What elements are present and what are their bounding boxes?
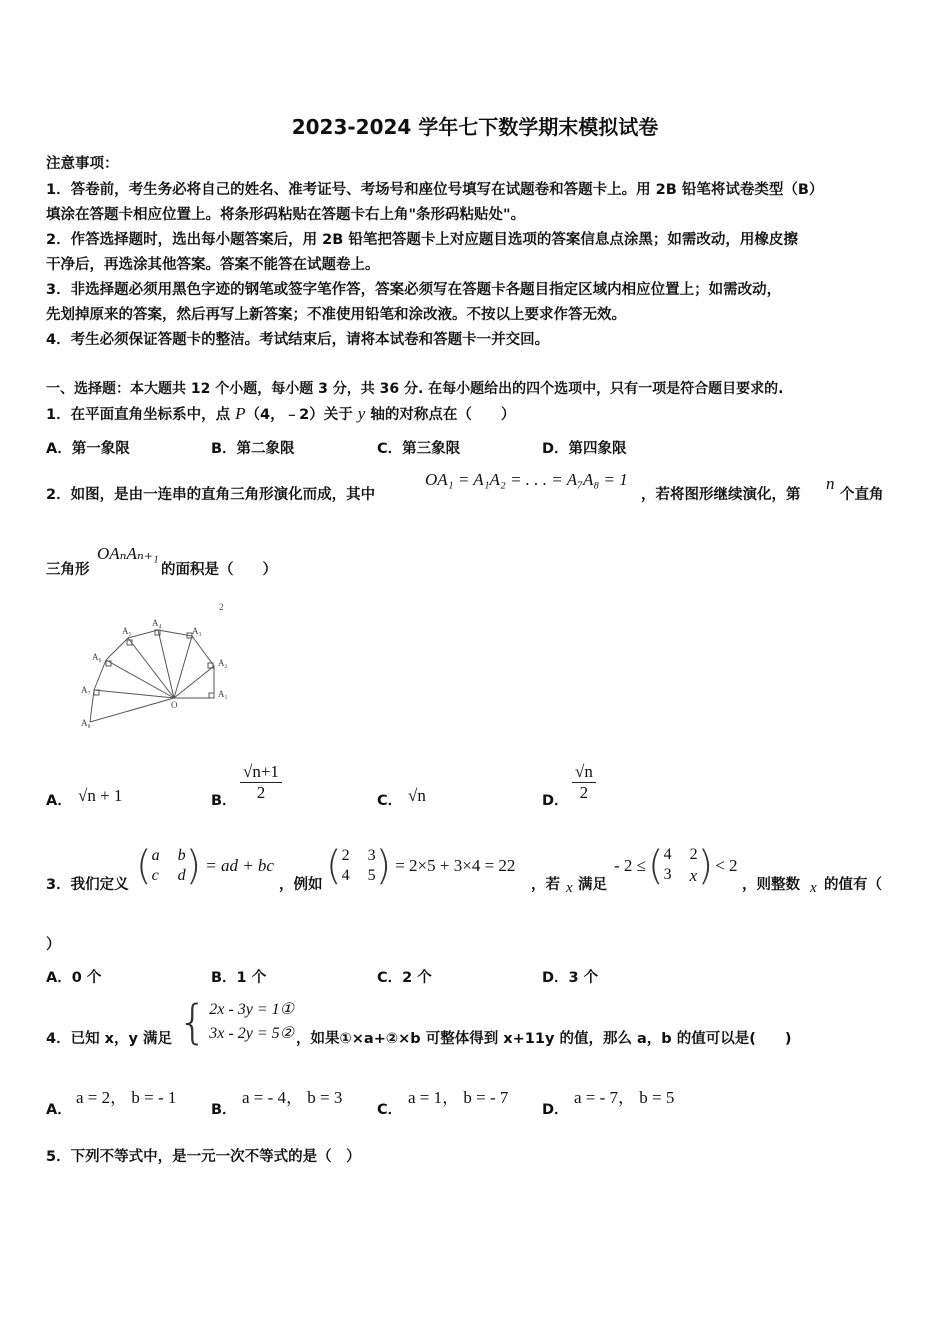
label-a6: A₆ bbox=[92, 652, 102, 662]
q2-option-c-label: C． bbox=[377, 793, 403, 809]
q2-option-b-label: B． bbox=[211, 793, 237, 809]
label-a4: A₄ bbox=[152, 618, 162, 628]
q1-option-a: A．第一象限 bbox=[46, 441, 130, 457]
q2-option-a-label: A． bbox=[46, 793, 72, 809]
q2-stem-end: 个直角 bbox=[840, 487, 884, 503]
q3-stem-f: 的值有（ bbox=[824, 877, 882, 893]
q2-option-d-frac: $\frac{√n}{2}$ bbox=[572, 762, 596, 803]
q3-x: x bbox=[566, 880, 573, 896]
notice-line-6: 先划掉原来的答案，然后再写上新答案；不准使用铅笔和涂改液。不按以上要求作答无效。 bbox=[46, 307, 626, 323]
q3-x-2: x bbox=[810, 880, 817, 896]
q2-line2-b: 的面积是（ ） bbox=[161, 562, 277, 578]
q4-option-a-label: A． bbox=[46, 1102, 72, 1118]
spiral-triangles-figure bbox=[70, 596, 240, 732]
label-a7: A₇ bbox=[81, 685, 91, 695]
label-a5: A₅ bbox=[122, 626, 132, 636]
q4-option-d-expr: a = - 7， b = 5 bbox=[574, 1088, 675, 1107]
q3-stem-e: ，则整数 bbox=[742, 877, 800, 893]
q1-option-b: B．第二象限 bbox=[211, 441, 295, 457]
label-a8: A₈ bbox=[81, 718, 91, 728]
q3-option-c: C．2 个 bbox=[377, 970, 432, 986]
q3-example-determinant: ( 2 3 4 5 ) = 2×5 + 3×4 = 22 bbox=[326, 843, 516, 889]
notice-line-7: 4．考生必须保证答题卡的整洁。考试结束后，请将本试卷和答题卡一并交回。 bbox=[46, 332, 550, 348]
q4-option-b-expr: a = - 4， b = 3 bbox=[242, 1088, 343, 1107]
q2-option-c-expr: √n bbox=[408, 786, 426, 805]
q2-line2-a: 三角形 bbox=[46, 562, 90, 578]
label-2: 2 bbox=[219, 602, 224, 612]
q5-stem: 5．下列不等式中，是一元一次不等式的是（ ） bbox=[46, 1149, 361, 1165]
label-o: O bbox=[171, 700, 178, 710]
notice-line-5: 3．非选择题必须用黑色字迹的钢笔或签字笔作答，答案必须写在答题卡各题目指定区域内相应位置上；如需改动， bbox=[46, 282, 782, 298]
q3-line2: ） bbox=[46, 937, 61, 953]
notice-line-2: 填涂在答题卡相应位置上。将条形码粘贴在答题卡右上角"条形码粘贴处"。 bbox=[46, 207, 526, 223]
q3-option-b: B．1 个 bbox=[211, 970, 267, 986]
page-title: 2023-2024 学年七下数学期末模拟试卷 bbox=[291, 115, 659, 139]
question-2-stem: 2．如图，是由一连串的直角三角形演化而成，其中 bbox=[46, 487, 376, 503]
section-heading: 一、选择题：本大题共 12 个小题，每小题 3 分，共 36 分. 在每小题给出的四个选项中，只有一项是符合题目要求的. bbox=[46, 381, 784, 397]
q4-option-d-label: D． bbox=[542, 1102, 569, 1118]
q2-option-a-expr: √n + 1 bbox=[78, 786, 123, 805]
notice-line-3: 2．作答选择题时，选出每小题答案后，用 2B 铅笔把答题卡上对应题目选项的答案信息点涂黑；如需改动，用橡皮擦 bbox=[46, 232, 798, 248]
q3-def-determinant: ( a b c d ) = ad + bc bbox=[136, 843, 274, 889]
label-a1: A₁ bbox=[218, 689, 228, 699]
label-a3: A₃ bbox=[192, 626, 202, 636]
notice-line-1: 1．答卷前，考生务必将自己的姓名、准考证号、考场号和座位号填写在试题卷和答题卡上。用 2B 铅笔将试卷类型（B） bbox=[46, 182, 824, 198]
q4-option-b-label: B． bbox=[211, 1102, 237, 1118]
q4-stem-b: ，如果①×a+②×b 可整体得到 x+11y 的值，那么 a，b 的值可以是( ) bbox=[296, 1031, 792, 1047]
q2-option-d-label: D． bbox=[542, 793, 569, 809]
point-p: P bbox=[235, 404, 246, 423]
q3-option-d: D．3 个 bbox=[542, 970, 599, 986]
label-a2: A₂ bbox=[218, 658, 228, 668]
q2-formula2: OAₙAₙ₊₁ bbox=[97, 544, 159, 563]
q3-stem-a: 3．我们定义 bbox=[46, 877, 129, 893]
notice-line-4: 干净后，再选涂其他答案。答案不能答在试题卷上。 bbox=[46, 257, 380, 273]
q4-option-c-expr: a = 1， b = - 7 bbox=[408, 1088, 509, 1107]
q2-option-b-frac: $\frac{√n+1}{2}$ bbox=[240, 762, 282, 803]
q2-stem-cont: ，若将图形继续演化，第 bbox=[641, 487, 801, 503]
q2-n: n bbox=[826, 474, 835, 493]
q1-option-c: C．第三象限 bbox=[377, 441, 461, 457]
q3-option-a: A．0 个 bbox=[46, 970, 102, 986]
q4-option-a-expr: a = 2， b = - 1 bbox=[76, 1088, 177, 1107]
q3-inequality: - 2 ≤ ( 4 2 3 x ) < 2 bbox=[614, 843, 738, 889]
q4-option-c-label: C． bbox=[377, 1102, 403, 1118]
q2-formula: OA₁ = A₁A₂ = . . . = A₇A₈ = 1 bbox=[425, 470, 628, 489]
q3-stem-d: 满足 bbox=[578, 877, 607, 893]
q3-stem-b: ，例如 bbox=[279, 877, 323, 893]
notice-heading: 注意事项： bbox=[46, 156, 119, 172]
q1-option-d: D．第四象限 bbox=[542, 441, 627, 457]
q3-stem-c: ，若 bbox=[531, 877, 560, 893]
question-1-stem: 1．在平面直角坐标系中，点 P（4，﹣2）关于 y 轴的对称点在（ ） bbox=[46, 404, 516, 423]
q4-equation-system: { 2x - 3y = 1① 3x - 2y = 5② bbox=[178, 995, 294, 1049]
q4-stem-a: 4．已知 x，y 满足 bbox=[46, 1031, 172, 1047]
